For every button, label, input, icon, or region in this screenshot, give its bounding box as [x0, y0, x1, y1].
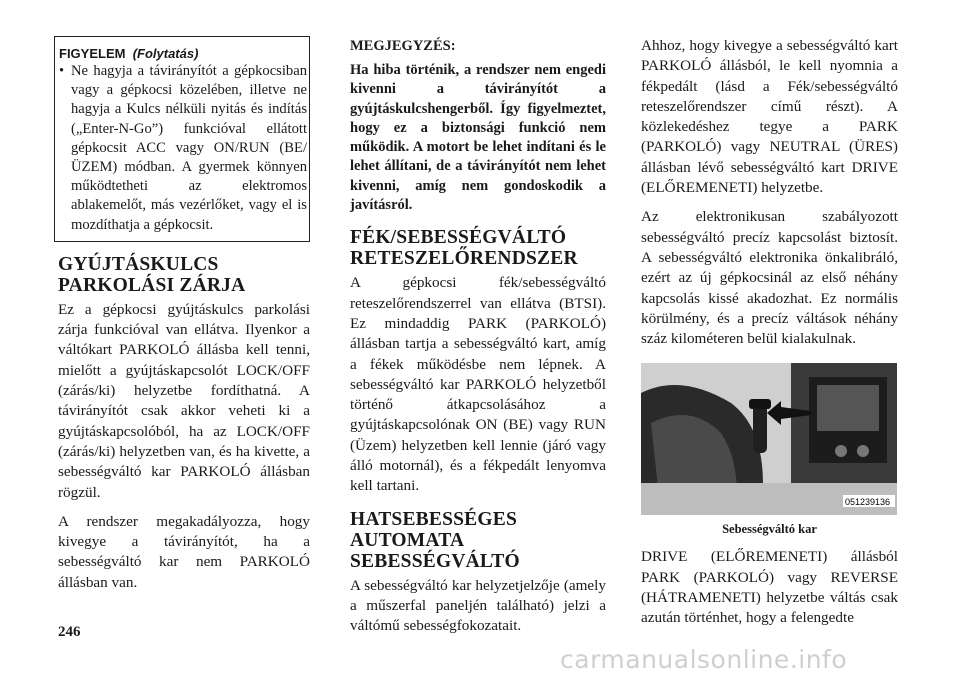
column-right: [641, 36, 898, 629]
note-title: MEGJEGYZÉS:: [350, 38, 456, 54]
figure-caption: Sebességváltó kar: [722, 522, 817, 537]
gear-selector-photo: [641, 363, 897, 515]
page-number: 246: [58, 624, 81, 640]
paragraph: Ez a gépkocsi gyújtáskulcs parkolási zárja funkcióval van ellátva. Ilyenkor a váltókart PARKOLÓ állásba kell tenni, mielőtt a gyújtáskapcsolót LOCK/OFF (zárás/ki) helyzetbe fordíthatná. A távirányítót csak akkor veheti ki a gyújtáskapcsolóból, ha az LOCK/OFF (zárás/ki) helyzetben van, és ha kivette, a sebességváltó kar PARKOLÓ állásban rögzül.: [58, 300, 310, 501]
warning-title: [59, 46, 307, 62]
paragraph: DRIVE (ELŐREMENETI) állásból PARK (PARKOLÓ) vagy REVERSE (HÁTRAMENETI) helyzetbe váltás csak azután történhet, hogy a felengedte: [641, 548, 898, 627]
section-heading-brake-interlock: FÉK/SEBESSÉGVÁLTÓ RETESZELŐRENDSZER: [350, 227, 578, 270]
warning-box: [54, 36, 310, 242]
figure-code: 051239136: [845, 497, 891, 508]
paragraph: Az elektronikusan szabályozott sebességváltó precíz kapcsolást biztosít. A sebességváltó elektronika önkalibráló, ezért az új gépkocsinál az első néhány kapcsolás kissé akadozhat. Ez normális körülmény, és a precíz váltások néhány száz kilométeren belül kialakulnak.: [641, 208, 898, 348]
warning-bullet-text: Ne hagyja a távirányítót a gépkocsiban vagy a gépkocsi közelében, illetve ne hagyja a Kulcs nélküli nyitás és indítás („Enter-N-Go”) funkcióval ellátott gépkocsit ACC vagy ON/RUN (BE/ÜZEM) módban. A gyermek könnyen működtetheti az elektromos ablakemelőt, más vezérlőket, vagy el is mozdíthatja a gépkocsit.: [71, 63, 307, 233]
warning-bullet: [59, 62, 307, 235]
section-heading-ignition-park-lock: GYÚJTÁSKULCS PARKOLÁSI ZÁRJA: [58, 253, 246, 296]
paragraph: A sebességváltó kar helyzetjelzője (amely a műszerfal paneljén található) jelzi a váltómű sebességfokozatait.: [350, 576, 606, 635]
paragraph: A gépkocsi fék/sebességváltó reteszelőrendszerrel van ellátva (BTSI). Ez mindaddig PARK (PARKOLÓ) állásban tartja a sebességváltó kart, amíg a fékek működésbe nem lépnek. A sebességváltó kar PARKOLÓ helyzetből történő átkapcsolásához a gyújtáskapcsolónak ON (BE) vagy RUN (Üzem) helyzetben kell lennie (járó vagy álló motornál), és a fékpedált lenyomva kell tartani.: [350, 274, 606, 495]
column-left: [58, 36, 310, 593]
watermark: carmanualsonline.info: [560, 645, 848, 674]
bullet-icon: •: [59, 63, 65, 79]
paragraph: A rendszer megakadályozza, hogy kivegye a távirányítót, ha a sebességváltó kar nem PARKOLÓ állásban van.: [58, 512, 310, 591]
section-heading-six-speed-automatic: HATSEBESSÉGES AUTOMATA SEBESSÉGVÁLTÓ: [350, 508, 520, 572]
warning-subtitle: (Folytatás): [132, 46, 199, 61]
column-middle: [350, 36, 606, 637]
gear-selector-illustration: [641, 363, 897, 515]
paragraph: Ahhoz, hogy kivegye a sebességváltó kart PARKOLÓ állásból, le kell nyomnia a fékpedált (lásd a Fék/sebességváltó reteszelőrendszer című részt). A közlekedéshez tegye a PARK (PARKOLÓ) vagy NEUTRAL (ÜRES) állásban lévő sebességváltó kart DRIVE (ELŐREMENETI) helyzetbe.: [641, 37, 898, 197]
warning-label: FIGYELEM: [59, 46, 126, 61]
note-text: Ha hiba történik, a rendszer nem engedi kivenni a távirányítót a gyújtáskulcshengerből. Így figyelmeztet, hogy ez a biztonsági funkció nem működik. A motort be lehet indítani és le lehet állítani, de a távirányítót nem lehet kivenni, amíg nem gondoskodik a javításról.: [350, 62, 606, 214]
